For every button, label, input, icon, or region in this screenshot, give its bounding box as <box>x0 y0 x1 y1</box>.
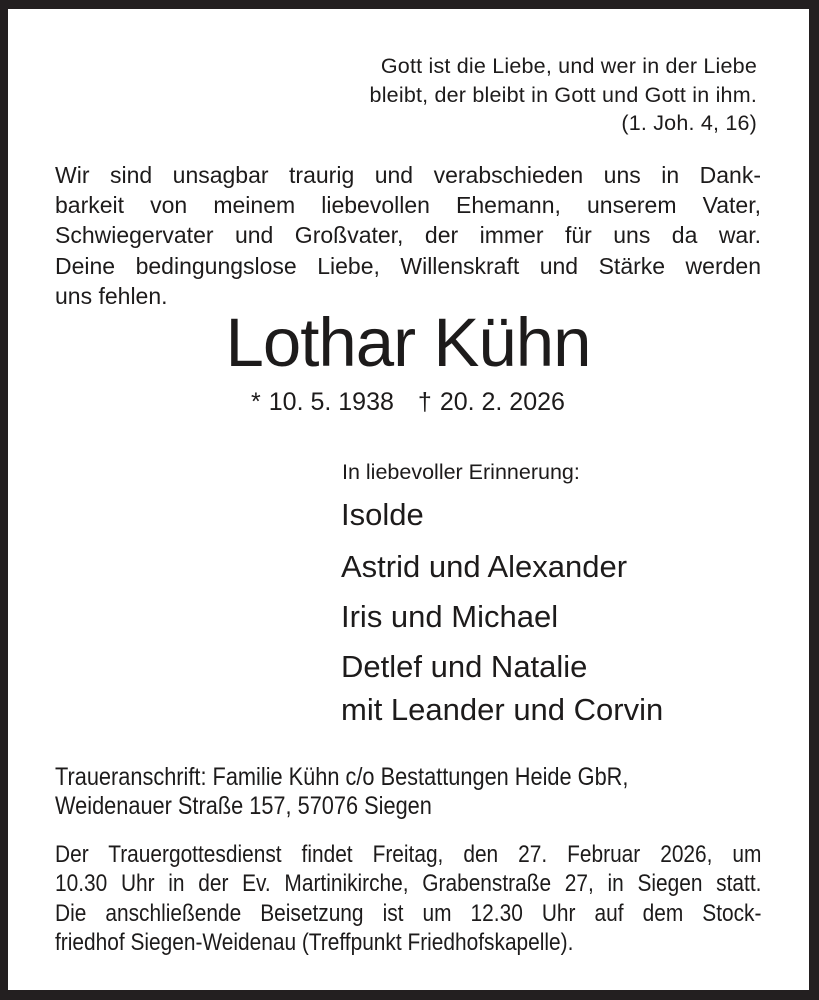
obituary-intro-line: uns fehlen. <box>55 282 168 309</box>
mourners-heading: In liebevoller Erinnerung: <box>342 460 580 484</box>
mourner-name: Astrid und Alexander <box>341 549 628 584</box>
obituary-intro-text <box>55 160 761 311</box>
scripture-quote <box>370 52 757 138</box>
funeral-service-line: 10.30 Uhr in der Ev. Martinikirche, Grabenstraße 27, in Siegen statt. <box>55 870 762 898</box>
life-dates <box>8 387 808 417</box>
mourner-name: Iris und Michael <box>341 599 559 634</box>
mourner-name: Isolde <box>341 497 424 532</box>
birth-date: 10. 5. 1938 <box>268 388 394 416</box>
funeral-service-line: Die anschließende Beisetzung ist um 12.30 Uhr auf dem Stock- <box>55 899 762 927</box>
scripture-quote-line: Gott ist die Liebe, und wer in der Liebe <box>380 54 757 78</box>
deceased-name: Lothar Kühn <box>225 304 591 381</box>
death-date: 20. 2. 2026 <box>439 388 565 416</box>
birth-symbol: * <box>251 388 261 416</box>
funeral-service-info <box>55 840 761 958</box>
condolence-address-line: Traueranschrift: Familie Kühn c/o Bestattungen Heide GbR, <box>55 763 629 791</box>
obituary-intro-line: barkeit von meinem liebevollen Ehemann, unserem Vater, <box>55 192 761 219</box>
funeral-service-line: Der Trauergottesdienst findet Freitag, den 27. Februar 2026, um <box>55 841 762 868</box>
death-symbol: † <box>417 388 432 416</box>
scripture-reference: (1. Joh. 4, 16) <box>621 111 757 136</box>
condolence-address <box>55 763 768 821</box>
mourner-name: Detlef und Natalie <box>341 649 588 684</box>
obituary-intro-line: Schwiegervater und Großvater, der immer für uns da war. <box>55 222 761 249</box>
mourner-grandchildren: mit Leander und Corvin <box>341 692 664 727</box>
scripture-quote-line: bleibt, der bleibt in Gott und Gott in ihm. <box>369 82 757 107</box>
obituary-intro-line: Deine bedingungslose Liebe, Willenskraft und Stärke werden <box>55 252 761 279</box>
condolence-address-line: Weidenauer Straße 157, 57076 Siegen <box>55 791 432 820</box>
funeral-service-line: friedhof Siegen-Weidenau (Treffpunkt Friedhofskapelle). <box>55 929 574 957</box>
obituary-intro-line: Wir sind unsagbar traurig und verabschieden uns in Dank- <box>55 162 761 188</box>
